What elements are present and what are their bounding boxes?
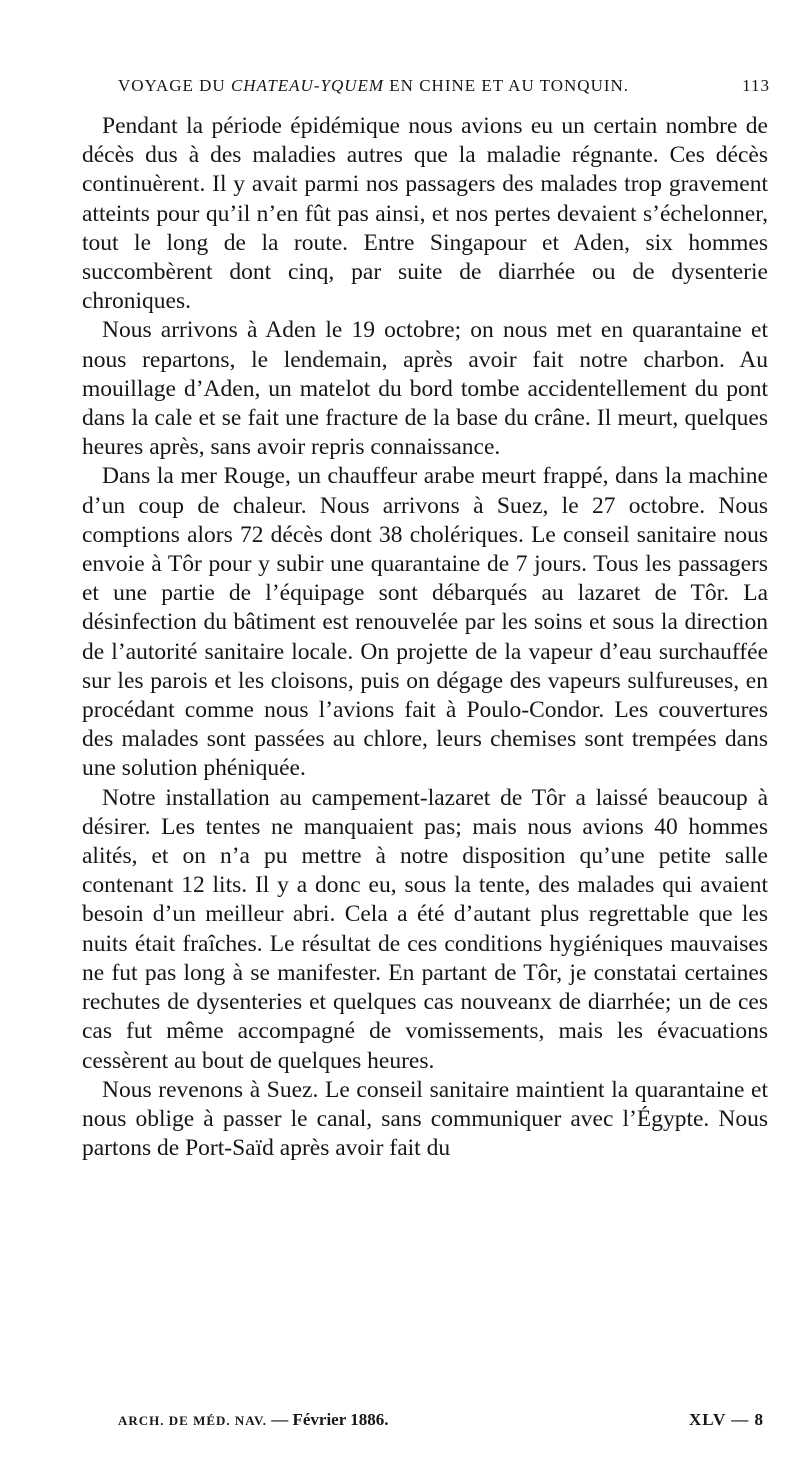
body-text [82, 112, 768, 1163]
signature-mark: XLV — 8 [688, 1410, 764, 1429]
paragraph: Notre installation au campement-lazaret de Tôr a laissé beaucoup à désirer. Les tentes ne manquaient pas; mais nous avions 40 hommes alités, et on n’a pu mettre à notre disposition qu’une petite salle contenant 12 lits. Il y a donc eu, sous la tente, des malades qui avaient besoin d’un meilleur abri. Cela a été d’autant plus regrettable que les nuits était fraîches. Le résultat de ces conditions hygiéniques mauvaises ne fut pas long à se manifester. En partant de Tôr, je constatai certaines rechutes de dysenteries et quelques cas nouveanx de diarrhée; un de ces cas fut même accompagné de vomissements, mais les évacuations cessèrent au bout de quelques heures. [82, 784, 768, 1074]
paragraph: Nous arrivons à Aden le 19 octobre; on nous met en quarantaine et nous repartons, le lendemain, après avoir fait notre charbon. Au mouillage d’Aden, un matelot du bord tombe accidentellement du pont dans la cale et se fait une fracture de la base du crâne. Il meurt, quelques heures après, sans avoir repris connaissance. [82, 317, 768, 461]
page-number: 113 [742, 76, 770, 95]
journal-abbreviation: ARCH. DE MÉD. NAV. [118, 1413, 267, 1428]
page-footer [118, 1410, 764, 1436]
running-head-title: VOYAGE DU CHATEAU-YQUEM EN CHINE ET AU TONQUIN. [118, 76, 630, 95]
footer-journal [118, 1410, 388, 1430]
running-head [82, 76, 770, 102]
paragraph: Dans la mer Rouge, un chauffeur arabe meurt frappé, dans la machine d’un coup de chaleur. Nous arrivons à Suez, le 27 octobre. Nous comptions alors 72 décès dont 38 cholériques. Le conseil sanitaire nous envoie à Tôr pour y subir une quarantaine de 7 jours. Tous les passagers et une partie de l’équipage sont débarqués au lazaret de Tôr. La désinfection du bâtiment est renouvelée par les soins et sous la direction de l’autorité sanitaire locale. On projette de la vapeur d’eau surchauffée sur les parois et les cloisons, puis on dégage des vapeurs sulfureuses, en procédant comme nous l’avions fait à Poulo-Condor. Les couvertures des malades sont passées au chlore, leurs chemises sont trempées dans une solution phéniquée. [82, 463, 768, 782]
paragraph: Pendant la période épidémique nous avions eu un certain nombre de décès dus à des maladies autres que la maladie régnante. Ces décès continuèrent. Il y avait parmi nos passagers des malades trop gravement atteints pour qu’il n’en fût pas ainsi, et nos pertes devaient s’échelonner, tout le long de la route. Entre Singapour et Aden, six hommes succombèrent dont cinq, par suite de diarrhée ou de dysenterie chroniques. [82, 113, 768, 315]
journal-date: — Février 1886. [266, 1410, 389, 1429]
ship-name: CHATEAU-YQUEM [230, 76, 385, 95]
paragraph: Nous revenons à Suez. Le conseil sanitaire maintient la quarantaine et nous oblige à passer le canal, sans communiquer avec l’Égypte. Nous partons de Port-Saïd après avoir fait du [82, 1076, 768, 1162]
